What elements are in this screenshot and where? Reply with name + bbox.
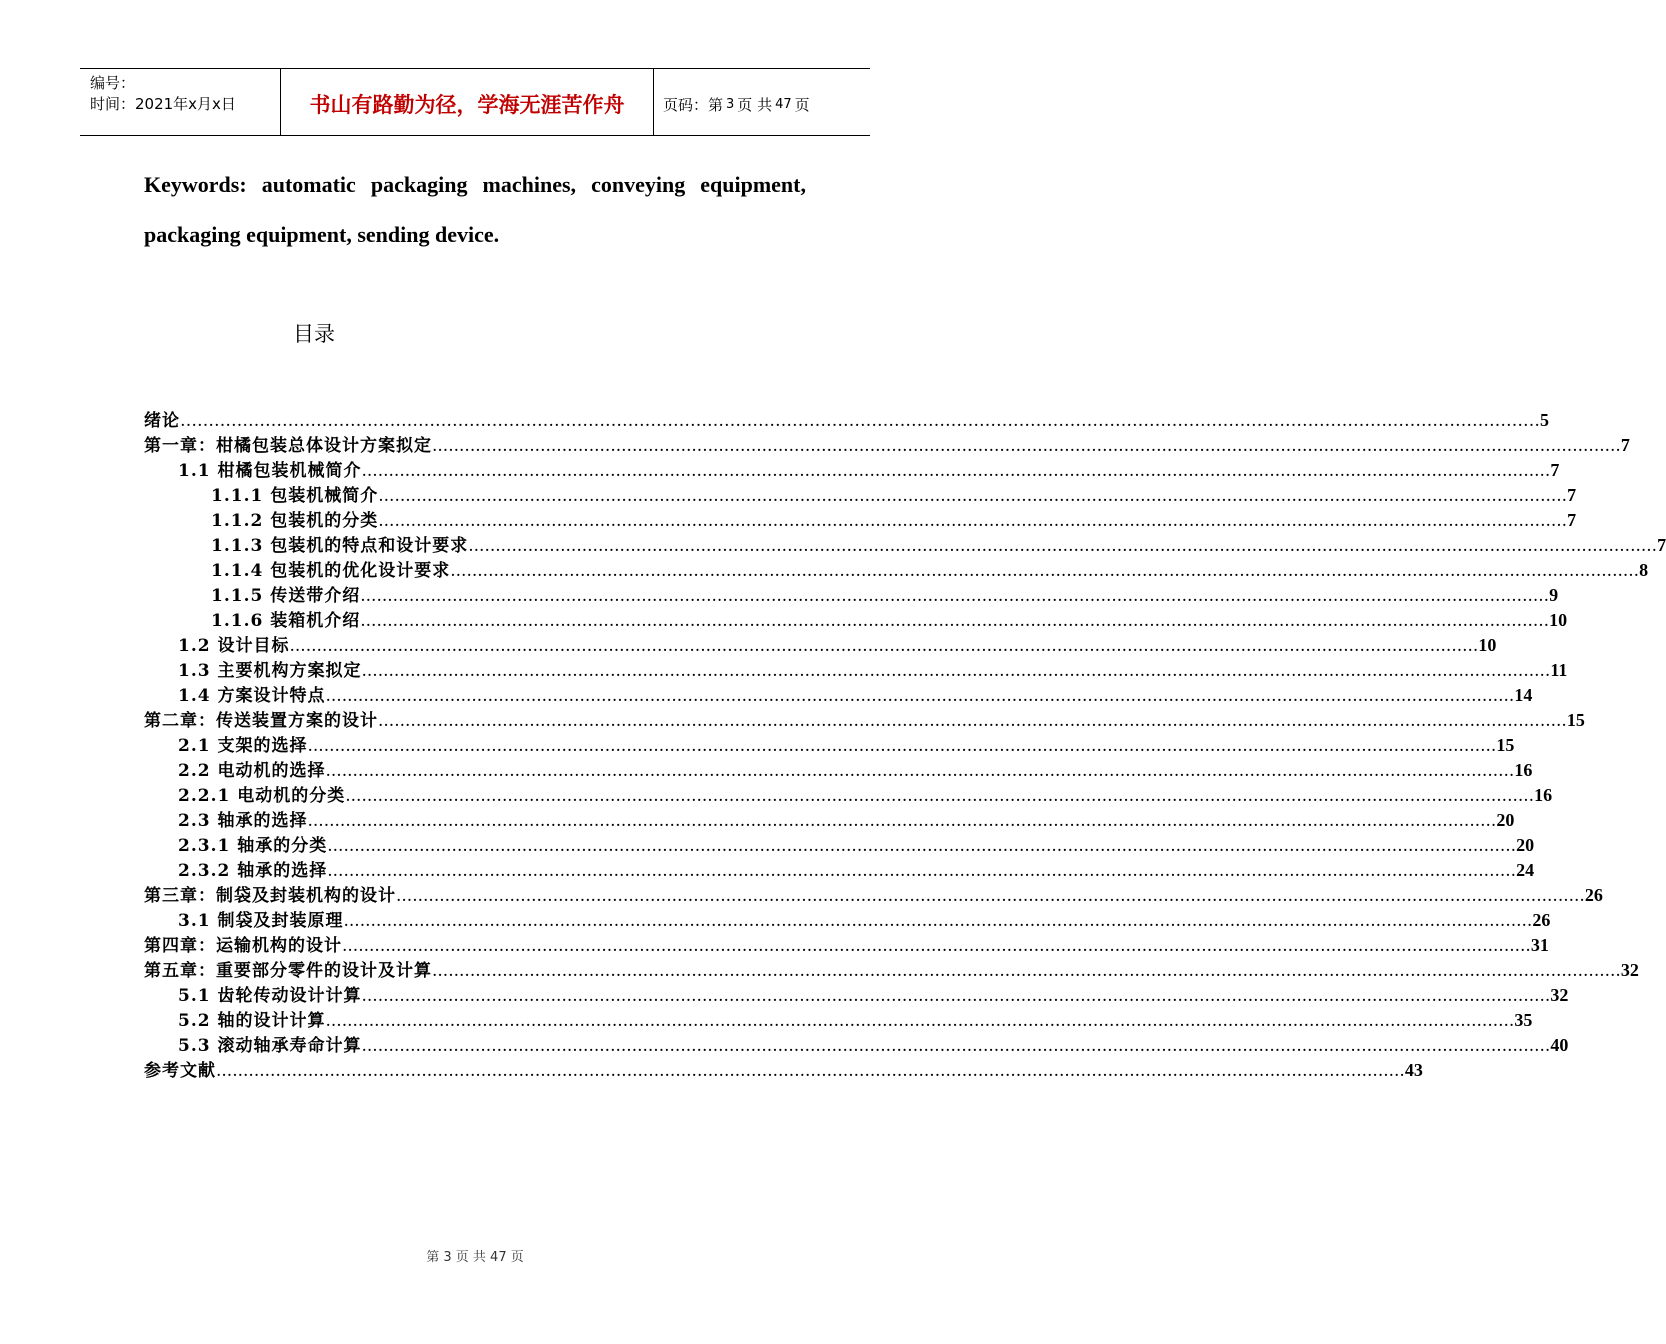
toc-entry-page: 7 <box>1620 435 1630 455</box>
toc-entry-title: 3.1 制袋及封装原理 <box>178 911 344 931</box>
toc-entry-title: 绪论 <box>144 411 180 431</box>
toc-entry-title: 2.3.1 轴承的分类 <box>178 836 328 856</box>
toc-entry[interactable] <box>144 583 1559 608</box>
toc-entry[interactable] <box>144 908 1551 933</box>
toc-entry-page: 10 <box>1478 635 1497 655</box>
toc-leader-dots: ............................................................................................................................................................................................................................ <box>361 1036 1551 1056</box>
toc-entry-title: 1.1.2 包装机的分类 <box>211 511 379 531</box>
toc-entry-page: 7 <box>1567 485 1577 505</box>
toc-entry-page: 15 <box>1496 735 1515 755</box>
table-of-contents <box>144 408 1666 1083</box>
toc-entry[interactable] <box>144 783 1553 808</box>
toc-entry-title: 5.1 齿轮传动设计计算 <box>178 986 362 1006</box>
toc-entry-page: 8 <box>1639 560 1649 580</box>
toc-entry[interactable] <box>144 608 1568 633</box>
toc-entry-title: 2.3 轴承的选择 <box>178 811 308 831</box>
toc-entry-page: 15 <box>1566 710 1585 730</box>
toc-entry-title: 第一章：柑橘包装总体设计方案拟定 <box>144 436 432 456</box>
toc-leader-dots: ............................................................................................................................................................................................................................ <box>345 786 1535 806</box>
header-page-current: 3 <box>726 96 735 112</box>
page-footer: 第 3 页 共 47 页 <box>426 1250 524 1265</box>
toc-entry-page: 43 <box>1404 1060 1423 1080</box>
toc-entry-title: 2.3.2 轴承的选择 <box>178 861 328 881</box>
toc-entry[interactable] <box>144 808 1515 833</box>
toc-entry[interactable] <box>144 683 1533 708</box>
toc-leader-dots: ............................................................................................................................................................................................................................ <box>468 536 1658 556</box>
toc-leader-dots: ............................................................................................................................................................................................................................ <box>450 561 1640 581</box>
toc-entry-page: 20 <box>1516 835 1535 855</box>
toc-leader-dots: ............................................................................................................................................................................................................................ <box>325 1011 1515 1031</box>
toc-leader-dots: ............................................................................................................................................................................................................................ <box>361 986 1551 1006</box>
toc-leader-dots: ............................................................................................................................................................................................................................ <box>432 436 1621 456</box>
toc-entry[interactable] <box>144 708 1585 733</box>
toc-leader-dots: ............................................................................................................................................................................................................................ <box>327 861 1517 881</box>
toc-entry[interactable] <box>144 1008 1533 1033</box>
toc-leader-dots: ............................................................................................................................................................................................................................ <box>378 511 1568 531</box>
toc-leader-dots: ............................................................................................................................................................................................................................ <box>360 586 1550 606</box>
toc-entry[interactable] <box>144 733 1515 758</box>
header-time-label: 时间：2021年x月x日 <box>90 95 236 113</box>
toc-entry-title: 1.1.4 包装机的优化设计要求 <box>211 561 451 581</box>
toc-entry[interactable] <box>144 633 1497 658</box>
toc-entry-title: 第三章：制袋及封装机构的设计 <box>144 886 396 906</box>
header-motto: 书山有路勤为径，学海无涯苦作舟 <box>281 69 654 135</box>
header-page-info <box>654 69 870 135</box>
toc-leader-dots: ............................................................................................................................................................................................................................ <box>432 961 1621 981</box>
toc-entry-page: 40 <box>1550 1035 1569 1055</box>
toc-entry-title: 1.1.1 包装机械简介 <box>211 486 379 506</box>
toc-entry[interactable] <box>144 1058 1423 1083</box>
toc-entry-page: 16 <box>1534 785 1553 805</box>
toc-entry-title: 第二章：传送装置方案的设计 <box>144 711 378 731</box>
toc-entry-page: 26 <box>1532 910 1551 930</box>
toc-entry[interactable] <box>144 483 1577 508</box>
toc-entry-title: 2.2 电动机的选择 <box>178 761 326 781</box>
toc-entry[interactable] <box>144 508 1577 533</box>
toc-entry-page: 32 <box>1620 960 1639 980</box>
toc-entry[interactable] <box>144 983 1569 1008</box>
header-meta <box>80 69 281 135</box>
toc-entry[interactable] <box>144 758 1533 783</box>
toc-entry-title: 5.2 轴的设计计算 <box>178 1011 326 1031</box>
toc-entry-title: 1.1 柑橘包装机械简介 <box>178 461 362 481</box>
header-page-prefix: 页码：第 <box>663 95 724 114</box>
toc-entry-page: 35 <box>1514 1010 1533 1030</box>
toc-leader-dots: ............................................................................................................................................................................................................................ <box>378 711 1567 731</box>
toc-entry-title: 1.3 主要机构方案拟定 <box>178 661 362 681</box>
toc-entry-title: 参考文献 <box>144 1061 216 1081</box>
toc-entry-page: 7 <box>1567 510 1577 530</box>
toc-leader-dots: ............................................................................................................................................................................................................................ <box>396 886 1585 906</box>
toc-entry-page: 11 <box>1550 660 1568 680</box>
toc-entry-page: 10 <box>1549 610 1568 630</box>
toc-entry-title: 第五章：重要部分零件的设计及计算 <box>144 961 432 981</box>
toc-leader-dots: ............................................................................................................................................................................................................................ <box>361 661 1551 681</box>
toc-entry-page: 9 <box>1549 585 1559 605</box>
toc-entry-title: 1.1.6 装箱机介绍 <box>211 611 361 631</box>
toc-entry[interactable] <box>144 433 1630 458</box>
toc-entry-title: 第四章：运输机构的设计 <box>144 936 342 956</box>
toc-entry-title: 2.2.1 电动机的分类 <box>178 786 346 806</box>
toc-entry-title: 2.1 支架的选择 <box>178 736 308 756</box>
toc-entry-page: 7 <box>1657 535 1666 555</box>
toc-leader-dots: …………………………………………………………………………………………………………………………………………………………………………………………………………………… <box>180 411 1540 431</box>
toc-entry[interactable] <box>144 858 1535 883</box>
header-number-label: 编号： <box>90 74 136 92</box>
toc-entry[interactable] <box>144 958 1639 983</box>
toc-leader-dots: ............................................................................................................................................................................................................................ <box>361 461 1551 481</box>
toc-entry[interactable] <box>144 408 1549 433</box>
header-page-total: 47 <box>775 96 792 112</box>
toc-leader-dots: ............................................................................................................................................................................................................................ <box>216 1061 1405 1081</box>
toc-leader-dots: ............................................................................................................................................................................................................................ <box>325 686 1515 706</box>
toc-entry-page: 26 <box>1584 885 1603 905</box>
toc-entry-title: 1.1.3 包装机的特点和设计要求 <box>211 536 469 556</box>
toc-entry-page: 7 <box>1550 460 1560 480</box>
toc-leader-dots: ............................................................................................................................................................................................................................ <box>325 761 1515 781</box>
toc-entry[interactable] <box>144 833 1535 858</box>
toc-entry[interactable] <box>144 1033 1569 1058</box>
toc-leader-dots: ............................................................................................................................................................................................................................ <box>307 736 1497 756</box>
toc-entry[interactable] <box>144 658 1568 683</box>
toc-entry-page: 20 <box>1496 810 1515 830</box>
keywords-paragraph: Keywords: automatic packaging machines, conveying equipment, packaging equipment, sending device. <box>144 172 806 247</box>
toc-entry-page: 16 <box>1514 760 1533 780</box>
toc-leader-dots: ............................................................................................................................................................................................................................ <box>307 811 1497 831</box>
toc-entry-page: 5 <box>1540 410 1549 430</box>
toc-entry[interactable] <box>144 883 1603 908</box>
toc-entry-page: 24 <box>1516 860 1535 880</box>
toc-leader-dots: ............................................................................................................................................................................................................................ <box>360 611 1550 631</box>
toc-title: 目录 <box>293 322 335 346</box>
toc-leader-dots: ............................................................................................................................................................................................................................ <box>343 911 1533 931</box>
toc-entry-title: 1.4 方案设计特点 <box>178 686 326 706</box>
toc-entry-page: 32 <box>1550 985 1569 1005</box>
toc-entry-page: 14 <box>1514 685 1533 705</box>
page-header <box>80 68 870 136</box>
toc-entry-title: 5.3 滚动轴承寿命计算 <box>178 1036 362 1056</box>
toc-entry[interactable] <box>144 933 1549 958</box>
toc-leader-dots: ............................................................................................................................................................................................................................ <box>378 486 1568 506</box>
header-page-suffix: 页 <box>794 95 810 114</box>
header-page-mid: 页 共 <box>737 95 773 114</box>
toc-entry-title: 1.1.5 传送带介绍 <box>211 586 361 606</box>
toc-entry[interactable] <box>144 533 1666 558</box>
toc-leader-dots: ............................................................................................................................................................................................................................ <box>342 936 1531 956</box>
toc-entry-page: 31 <box>1530 935 1549 955</box>
toc-entry[interactable] <box>144 558 1649 583</box>
toc-leader-dots: ............................................................................................................................................................................................................................ <box>289 636 1479 656</box>
toc-entry[interactable] <box>144 458 1560 483</box>
toc-entry-title: 1.2 设计目标 <box>178 636 290 656</box>
toc-leader-dots: ............................................................................................................................................................................................................................ <box>327 836 1517 856</box>
